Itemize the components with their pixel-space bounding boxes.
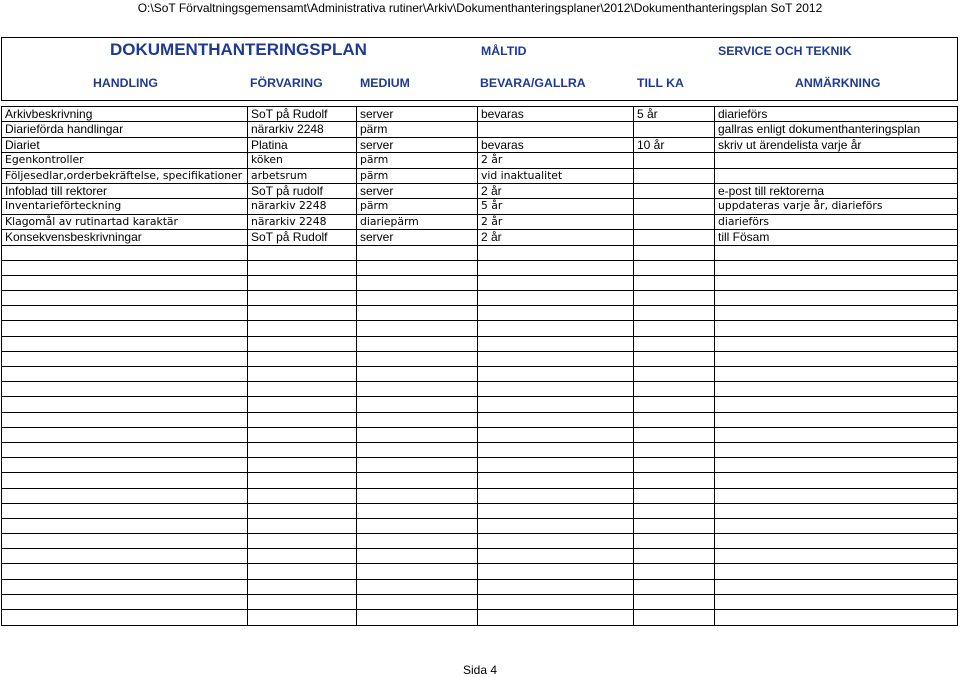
empty-row [2, 489, 957, 504]
table-row [2, 138, 957, 153]
empty-row [2, 367, 957, 382]
cell-handling: Följesedlar,orderbekräftelse, specifikationer [2, 169, 248, 183]
empty-cell [2, 549, 248, 563]
empty-cell [478, 564, 634, 578]
cell-bevara-gallra: vid inaktualitet [478, 169, 634, 183]
empty-cell [248, 291, 357, 305]
empty-cell [2, 473, 248, 487]
empty-cell [357, 595, 478, 609]
empty-cell [357, 473, 478, 487]
empty-cell [357, 306, 478, 320]
cell-medium: pärm [357, 169, 478, 183]
empty-row [2, 337, 957, 352]
empty-cell [478, 337, 634, 351]
empty-cell [715, 276, 957, 290]
empty-cell [2, 580, 248, 594]
table-row [2, 230, 957, 245]
empty-cell [2, 610, 248, 625]
empty-row [2, 382, 957, 397]
empty-cell [715, 443, 957, 457]
empty-cell [357, 382, 478, 396]
empty-cell [634, 519, 715, 533]
empty-cell [634, 489, 715, 503]
plan-header [1, 37, 958, 101]
cell-anmarkning: gallras enligt dokumenthanteringsplan [718, 122, 921, 137]
empty-row [2, 276, 957, 291]
column-header-handling: HANDLING [93, 76, 158, 90]
empty-cell [634, 291, 715, 305]
empty-cell [2, 246, 248, 260]
empty-row [2, 534, 957, 549]
cell-till-ka [634, 215, 715, 229]
cell-till-ka [634, 230, 715, 244]
empty-cell [478, 306, 634, 320]
empty-cell [2, 564, 248, 578]
empty-cell [248, 382, 357, 396]
empty-cell [2, 458, 248, 472]
empty-row [2, 306, 957, 321]
empty-cell [478, 473, 634, 487]
empty-cell [715, 337, 957, 351]
cell-bevara-gallra: 2 år [478, 215, 634, 229]
empty-cell [478, 261, 634, 275]
empty-cell [634, 428, 715, 442]
cell-medium: pärm [357, 199, 478, 213]
cell-handling: Klagomål av rutinartad karaktär [2, 215, 248, 229]
empty-cell [248, 489, 357, 503]
table-row [2, 199, 957, 214]
cell-anmarkning [715, 169, 957, 183]
cell-till-ka [634, 153, 715, 167]
empty-cell [2, 443, 248, 457]
empty-row [2, 397, 957, 412]
empty-cell [478, 534, 634, 548]
empty-cell [478, 352, 634, 366]
cell-anmarkning: diarieförs [718, 107, 768, 121]
cell-forvaring: närarkiv 2248 [248, 215, 357, 229]
empty-cell [634, 306, 715, 320]
empty-cell [248, 580, 357, 594]
empty-cell [248, 367, 357, 381]
empty-row [2, 564, 957, 579]
empty-cell [2, 534, 248, 548]
empty-cell [715, 595, 957, 609]
empty-cell [478, 519, 634, 533]
empty-cell [357, 397, 478, 411]
empty-cell [248, 276, 357, 290]
empty-cell [634, 549, 715, 563]
empty-cell [357, 246, 478, 260]
cell-bevara-gallra [478, 122, 634, 136]
empty-cell [357, 534, 478, 548]
cell-bevara-gallra: bevaras [478, 107, 634, 121]
unit-label: MÅLTID [481, 44, 527, 58]
empty-cell [248, 321, 357, 335]
empty-cell [248, 564, 357, 578]
table-row [2, 184, 957, 199]
empty-cell [634, 458, 715, 472]
empty-cell [634, 337, 715, 351]
empty-cell [478, 458, 634, 472]
column-header-till-ka: TILL KA [637, 76, 684, 90]
empty-cell [2, 306, 248, 320]
cell-handling: Infoblad till rektorer [2, 184, 248, 198]
empty-cell [357, 428, 478, 442]
empty-row [2, 261, 957, 276]
cell-medium: diariepärm [357, 215, 478, 229]
cell-medium: server [357, 138, 478, 152]
empty-cell [357, 564, 478, 578]
empty-cell [634, 352, 715, 366]
cell-bevara-gallra: 2 år [478, 230, 634, 244]
empty-cell [357, 352, 478, 366]
empty-cell [357, 291, 478, 305]
cell-forvaring: SoT på rudolf [248, 184, 357, 198]
cell-medium: server [357, 230, 478, 244]
empty-cell [357, 261, 478, 275]
page-number: Sida 4 [462, 663, 498, 677]
empty-cell [634, 595, 715, 609]
empty-cell [2, 504, 248, 518]
empty-cell [715, 534, 957, 548]
empty-cell [2, 367, 248, 381]
empty-cell [478, 246, 634, 260]
empty-cell [357, 458, 478, 472]
empty-cell [715, 564, 957, 578]
empty-row [2, 610, 957, 625]
cell-till-ka [634, 199, 715, 213]
cell-forvaring: SoT på Rudolf [248, 107, 357, 121]
cell-forvaring: SoT på Rudolf [248, 230, 357, 244]
empty-cell [248, 443, 357, 457]
empty-row [2, 443, 957, 458]
empty-cell [248, 595, 357, 609]
empty-cell [478, 382, 634, 396]
empty-cell [715, 321, 957, 335]
empty-cell [478, 397, 634, 411]
empty-cell [715, 382, 957, 396]
cell-forvaring: närarkiv 2248 [248, 199, 357, 213]
table-row [2, 169, 957, 184]
empty-row [2, 413, 957, 428]
empty-cell [248, 306, 357, 320]
column-header-forvaring: FÖRVARING [250, 76, 323, 90]
empty-cell [478, 549, 634, 563]
cell-till-ka [634, 184, 715, 198]
empty-cell [715, 397, 957, 411]
empty-cell [634, 504, 715, 518]
table-row [2, 107, 957, 122]
empty-cell [634, 276, 715, 290]
empty-row [2, 458, 957, 473]
empty-cell [357, 337, 478, 351]
empty-cell [2, 519, 248, 533]
empty-cell [715, 291, 957, 305]
cell-bevara-gallra: 5 år [478, 199, 634, 213]
cell-forvaring: närarkiv 2248 [248, 122, 357, 136]
empty-cell [248, 428, 357, 442]
cell-handling: Inventarieförteckning [2, 199, 248, 213]
empty-cell [634, 397, 715, 411]
empty-cell [357, 367, 478, 381]
empty-cell [715, 352, 957, 366]
empty-cell [248, 549, 357, 563]
empty-cell [715, 306, 957, 320]
empty-cell [2, 352, 248, 366]
cell-anmarkning: till Fösam [718, 230, 770, 245]
empty-cell [478, 276, 634, 290]
cell-anmarkning: diarieförs [718, 214, 770, 228]
empty-row [2, 428, 957, 443]
empty-cell [2, 382, 248, 396]
empty-cell [634, 580, 715, 594]
cell-anmarkning: skriv ut ärendelista varje år [718, 137, 862, 152]
empty-cell [634, 261, 715, 275]
empty-cell [715, 473, 957, 487]
empty-cell [2, 397, 248, 411]
cell-till-ka: 10 år [634, 138, 715, 152]
cell-anmarkning: uppdateras varje år, diarieförs [718, 199, 883, 213]
empty-cell [478, 367, 634, 381]
empty-cell [634, 534, 715, 548]
empty-cell [2, 595, 248, 609]
cell-handling: Arkivbeskrivning [2, 107, 248, 121]
cell-handling: Egenkontroller [2, 153, 248, 167]
empty-cell [357, 413, 478, 427]
cell-medium: pärm [357, 122, 478, 136]
empty-row [2, 473, 957, 488]
empty-cell [634, 367, 715, 381]
column-header-bevara-gallra: BEVARA/GALLRA [480, 76, 586, 90]
empty-row [2, 246, 957, 261]
cell-anmarkning: e-post till rektorerna [718, 183, 825, 198]
cell-anmarkning [715, 153, 957, 167]
column-header-medium: MEDIUM [360, 76, 410, 90]
empty-cell [478, 504, 634, 518]
empty-row [2, 549, 957, 564]
empty-cell [248, 413, 357, 427]
empty-cell [634, 610, 715, 625]
empty-cell [248, 246, 357, 260]
empty-cell [248, 534, 357, 548]
cell-till-ka [634, 169, 715, 183]
column-header-anmarkning: ANMÄRKNING [795, 76, 881, 90]
empty-row [2, 595, 957, 610]
empty-cell [2, 321, 248, 335]
empty-cell [248, 352, 357, 366]
empty-cell [715, 489, 957, 503]
cell-forvaring: Platina [248, 138, 357, 152]
empty-cell [248, 337, 357, 351]
cell-till-ka [634, 122, 715, 136]
plan-table [1, 106, 958, 626]
empty-cell [478, 413, 634, 427]
empty-cell [357, 443, 478, 457]
empty-cell [715, 246, 957, 260]
empty-cell [634, 564, 715, 578]
empty-cell [357, 321, 478, 335]
empty-cell [478, 291, 634, 305]
empty-cell [248, 397, 357, 411]
empty-cell [248, 504, 357, 518]
cell-medium: server [357, 107, 478, 121]
empty-cell [715, 428, 957, 442]
empty-cell [715, 458, 957, 472]
empty-row [2, 291, 957, 306]
cell-forvaring: köken [248, 153, 357, 167]
table-row [2, 153, 957, 168]
cell-medium: server [357, 184, 478, 198]
empty-cell [715, 413, 957, 427]
empty-cell [634, 382, 715, 396]
empty-cell [715, 261, 957, 275]
page-title: DOKUMENTHANTERINGSPLAN [110, 40, 367, 59]
empty-cell [478, 610, 634, 625]
empty-cell [478, 443, 634, 457]
empty-cell [634, 246, 715, 260]
cell-handling: Konsekvensbeskrivningar [2, 230, 248, 244]
cell-forvaring: arbetsrum [248, 169, 357, 183]
table-row [2, 215, 957, 230]
empty-cell [357, 519, 478, 533]
empty-cell [2, 413, 248, 427]
empty-cell [248, 458, 357, 472]
empty-cell [2, 489, 248, 503]
empty-cell [634, 443, 715, 457]
cell-bevara-gallra: 2 år [478, 184, 634, 198]
cell-medium: pärm [357, 153, 478, 167]
empty-cell [478, 580, 634, 594]
empty-cell [357, 276, 478, 290]
empty-cell [357, 504, 478, 518]
empty-cell [478, 321, 634, 335]
empty-cell [634, 473, 715, 487]
empty-cell [634, 321, 715, 335]
empty-cell [2, 276, 248, 290]
empty-cell [634, 413, 715, 427]
empty-cell [2, 291, 248, 305]
empty-cell [357, 549, 478, 563]
table-row [2, 122, 957, 137]
empty-row [2, 352, 957, 367]
empty-row [2, 321, 957, 336]
empty-cell [715, 519, 957, 533]
empty-cell [357, 489, 478, 503]
empty-cell [248, 610, 357, 625]
cell-handling: Diarieförda handlingar [2, 122, 248, 136]
department-label: SERVICE OCH TEKNIK [718, 44, 852, 58]
empty-cell [248, 261, 357, 275]
empty-row [2, 519, 957, 534]
empty-cell [715, 610, 957, 625]
empty-row [2, 580, 957, 595]
empty-cell [478, 489, 634, 503]
empty-cell [478, 428, 634, 442]
empty-cell [248, 473, 357, 487]
cell-till-ka: 5 år [634, 107, 715, 121]
empty-cell [357, 580, 478, 594]
cell-bevara-gallra: 2 år [478, 153, 634, 167]
file-path-header: O:\SoT Förvaltningsgemensamt\Administrativa rutiner\Arkiv\Dokumenthanteringsplaner\2012\Dokumenthanteringsplan SoT 2012 [137, 1, 823, 15]
empty-cell [248, 519, 357, 533]
empty-cell [715, 549, 957, 563]
cell-handling: Diariet [2, 138, 248, 152]
empty-cell [478, 595, 634, 609]
empty-cell [715, 367, 957, 381]
empty-cell [357, 610, 478, 625]
empty-row [2, 504, 957, 519]
empty-cell [715, 504, 957, 518]
empty-cell [715, 580, 957, 594]
empty-cell [2, 261, 248, 275]
empty-cell [2, 428, 248, 442]
cell-bevara-gallra: bevaras [478, 138, 634, 152]
empty-cell [2, 337, 248, 351]
